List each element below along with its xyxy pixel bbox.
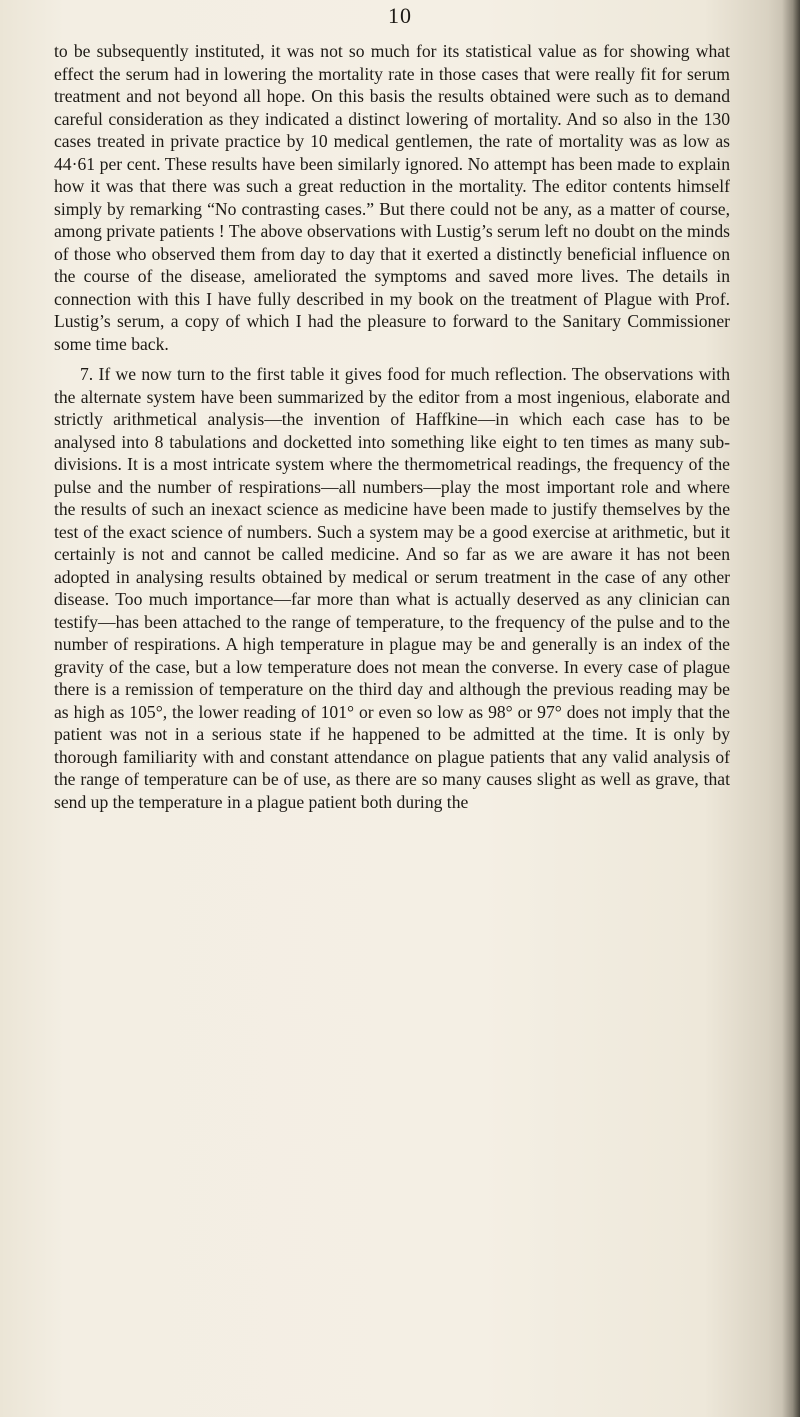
page-edge-shadow (782, 0, 800, 1417)
body-text (54, 40, 730, 813)
paragraph-continued: to be subsequently instituted, it was not so much for its statistical value as for showing what effect the serum had in lowering the mortality rate in those cases that were really fit for serum treatment and not beyond all hope. On this basis the results obtained were such as to demand careful consideration as they indicated a distinct lowering of mortality. And so also in the 130 cases treated in private practice by 10 medical gentlemen, the rate of mortality was as low as 44·61 per cent. These results have been similarly ignored. No attempt has been made to explain how it was that there was such a great reduction in the mortality. The editor contents himself simply by remarking “No contrasting cases.” But there could not be any, as a matter of course, among private patients ! The above observations with Lustig’s serum left no doubt on the minds of those who observed them from day to day that it exerted a distinctly beneficial influence on the course of the disease, ameliorated the symptoms and saved more lives. The details in connection with this I have fully described in my book on the treatment of Plague with Prof. Lustig’s serum, a copy of which I had the pleasure to forward to the Sanitary Commissioner some time back. (54, 41, 730, 354)
page-number: 10 (388, 3, 412, 28)
paragraph-7: 7. If we now turn to the first table it gives food for much reflection. The observations with the alternate system have been summarized by the editor from a most ingenious, elaborate and strictly arithmetical analysis—the invention of Haffkine—in which each case has to be analysed into 8 tabulations and docketted into something like eight to ten times as many sub-divisions. It is a most intricate system where the thermometrical readings, the frequency of the pulse and the number of respirations—all numbers—play the most important role and where the results of such an inexact science as medicine have been made to justify themselves by the test of the exact science of numbers. Such a system may be a good exercise at arithmetic, but it certainly is not and cannot be called medicine. And so far as we are aware it has not been adopted in analysing results obtained by medical or serum treatment in the case of any other disease. Too much importance—far more than what is actually deserved as any clinician can testify—has been attached to the range of temperature, to the frequency of the pulse and to the number of respirations. A high temperature in plague may be and generally is an index of the gravity of the case, but a low temperature does not mean the converse. In every case of plague there is a remission of temperature on the third day and although the previous reading may be as high as 105°, the lower reading of 101° or even so low as 98° or 97° does not imply that the patient was not in a serious state if he happened to be admitted at the time. It is only by thorough familiarity with and constant attendance on plague patients that any valid analysis of the range of temperature can be of use, as there are so many causes slight as well as grave, that send up the temperature in a plague patient both during the (54, 364, 730, 812)
